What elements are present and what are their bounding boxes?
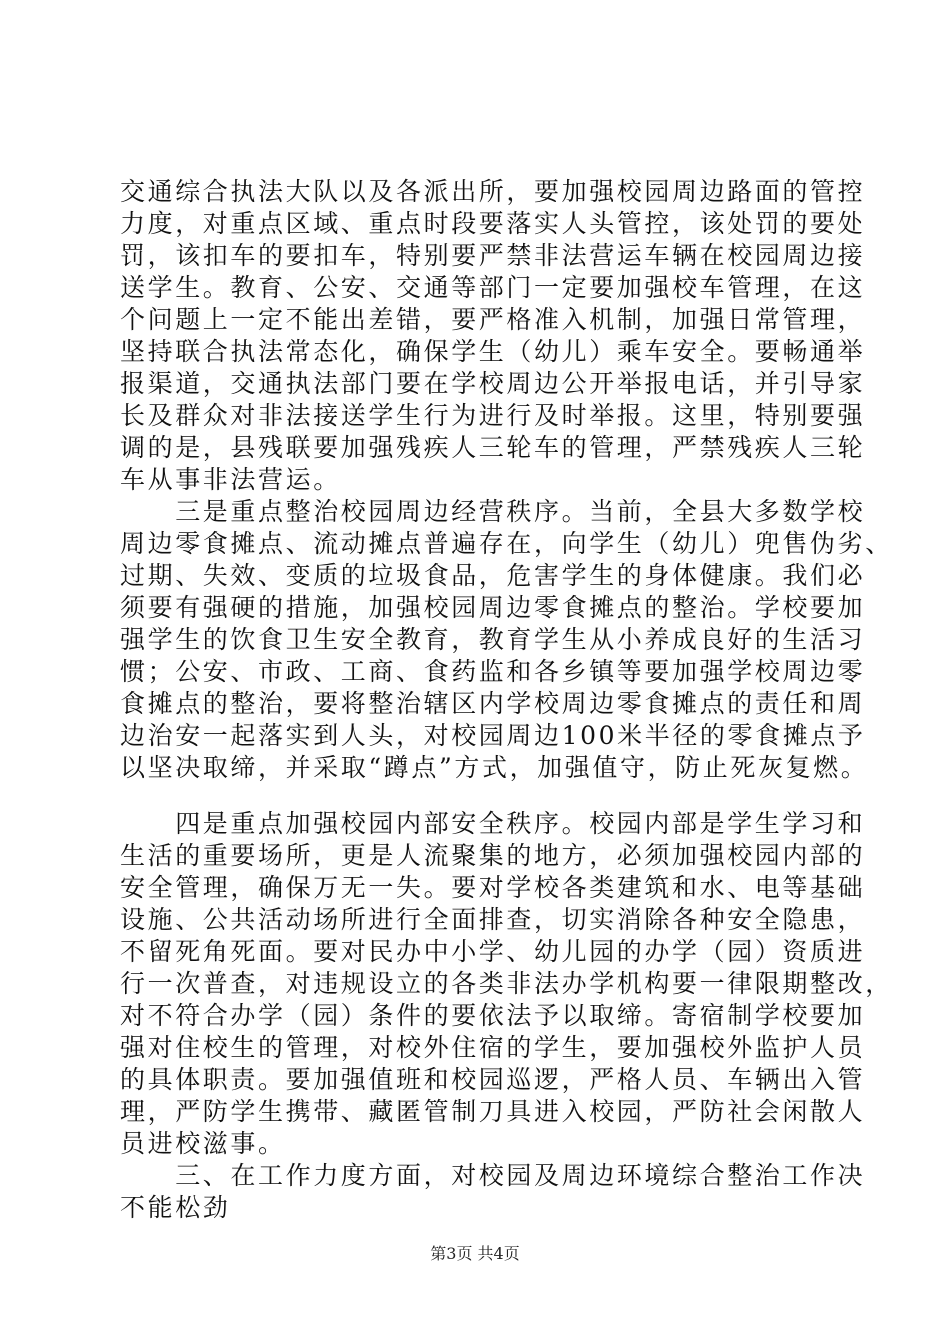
text-line: 强对住校生的管理，对校外住宿的学生，要加强校外监护人员 [120, 1033, 866, 1062]
text-line: 不能松劲 [120, 1193, 231, 1222]
text-line: 须要有强硬的措施，加强校园周边零食摊点的整治。学校要加 [120, 593, 866, 622]
text-line: 不留死角死面。要对民办中小学、幼儿园的办学（园）资质进 [120, 937, 866, 966]
text-line: 生活的重要场所，更是人流聚集的地方，必须加强校园内部的 [120, 841, 866, 870]
text-line: 安全管理，确保万无一失。要对学校各类建筑和水、电等基础 [120, 873, 866, 902]
text-line: 的具体职责。要加强值班和校园巡逻，严格人员、车辆出入管 [120, 1065, 866, 1094]
text-line: 车从事非法营运。 [120, 465, 341, 494]
text-line: 食摊点的整治，要将整治辖区内学校周边零食摊点的责任和周 [120, 689, 866, 718]
text-line: 对不符合办学（园）条件的要依法予以取缔。寄宿制学校要加 [120, 1001, 866, 1030]
text-line: 调的是，县残联要加强残疾人三轮车的管理，严禁残疾人三轮 [120, 433, 866, 462]
text-line: 强学生的饮食卫生安全教育，教育学生从小养成良好的生活习 [120, 625, 866, 654]
paragraph-start-line: 三是重点整治校园周边经营秩序。当前，全县大多数学校 [120, 497, 866, 526]
text-line: 以坚决取缔，并采取“蹲点”方式，加强值守，防止死灰复燃。 [120, 753, 869, 782]
text-line: 报渠道，交通执法部门要在学校周边公开举报电话，并引导家 [120, 369, 866, 398]
text-line: 交通综合执法大队以及各派出所，要加强校园周边路面的管控 [120, 177, 866, 206]
paragraph-start-line: 四是重点加强校园内部安全秩序。校园内部是学生学习和 [120, 809, 866, 838]
text-line: 力度，对重点区域、重点时段要落实人头管控，该处罚的要处 [120, 209, 866, 238]
text-line: 罚，该扣车的要扣车，特别要严禁非法营运车辆在校园周边接 [120, 241, 866, 270]
text-line: 长及群众对非法接送学生行为进行及时举报。这里，特别要强 [120, 401, 866, 430]
text-line: 行一次普查，对违规设立的各类非法办学机构要一律限期整改， [120, 969, 893, 998]
text-line: 送学生。教育、公安、交通等部门一定要加强校车管理，在这 [120, 273, 866, 302]
text-line: 坚持联合执法常态化，确保学生（幼儿）乘车安全。要畅通举 [120, 337, 866, 366]
text-line: 边治安一起落实到人头，对校园周边100米半径的零食摊点予 [120, 721, 866, 750]
page-footer: 第3页 共4页 [430, 1244, 520, 1263]
section-heading-line: 三、在工作力度方面，对校园及周边环境综合整治工作决 [120, 1161, 866, 1190]
text-line: 理，严防学生携带、藏匿管制刀具进入校园，严防社会闲散人 [120, 1097, 866, 1126]
text-line: 惯；公安、市政、工商、食药监和各乡镇等要加强学校周边零 [120, 657, 866, 686]
text-line: 员进校滋事。 [120, 1129, 286, 1158]
text-line: 设施、公共活动场所进行全面排查，切实消除各种安全隐患， [120, 905, 866, 934]
text-line: 周边零食摊点、流动摊点普遍存在，向学生（幼儿）兜售伪劣、 [120, 529, 893, 558]
text-line: 个问题上一定不能出差错，要严格准入机制，加强日常管理， [120, 305, 866, 334]
text-line: 过期、失效、变质的垃圾食品，危害学生的身体健康。我们必 [120, 561, 866, 590]
